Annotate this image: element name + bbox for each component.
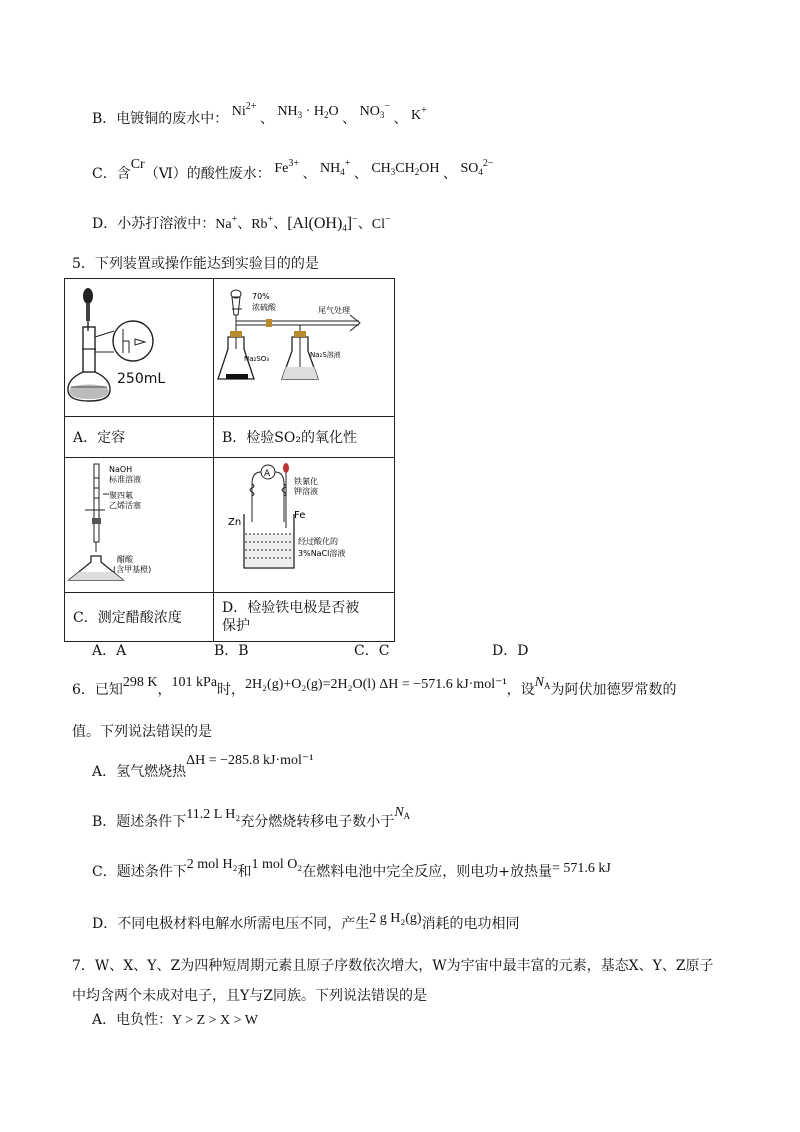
q4-c-ions: $Fe^{3+}$ 、 $NH_4^+$ 、 $CH_3CH_2OH$ 、 $SO_4^{2-}$ bbox=[274, 158, 494, 182]
q4-c-prefix: C．含 bbox=[92, 166, 131, 182]
q4-d-prefix: D．小苏打溶液中： bbox=[92, 216, 216, 232]
acidified-label: 经过酸化的 bbox=[298, 537, 338, 546]
q5-cell-b-caption: B．检验SO₂的氧化性 bbox=[214, 417, 395, 458]
q6-pressure: 101 kPa bbox=[171, 675, 218, 690]
q6-d-text2: 消耗的电功相同 bbox=[421, 916, 520, 932]
q5-d-caption-line2: 保护 bbox=[222, 618, 250, 634]
q4-c-mid: （Ⅵ）的酸性废水： bbox=[144, 166, 271, 182]
q5-choice-d[interactable]: D．D bbox=[492, 643, 529, 659]
titration-diagram bbox=[65, 458, 213, 588]
q7-a-math: Y > Z > X > W bbox=[172, 1013, 259, 1028]
volume-label: 250mL bbox=[117, 371, 166, 387]
acetic-acid-label: 醋酸 bbox=[117, 555, 133, 564]
q6-c-text1: C．题述条件下 bbox=[92, 864, 187, 880]
sodium-sulfide-label: Na₂S溶液 bbox=[310, 351, 341, 359]
q5-cell-c-image bbox=[65, 458, 214, 593]
q6-stem-line1: 6．已知298 K，101 kPa时，2H₂(g)+O₂(g)=2H₂O(l) ΔH = −571.6 kJ·mol⁻¹，设$N_A$为阿伏加德罗常数的 bbox=[72, 675, 677, 698]
q6-c-math3: = 571.6 kJ bbox=[552, 861, 611, 876]
q6-temperature: 298 K bbox=[122, 675, 158, 690]
nacl-solution-label: 3%NaCl溶液 bbox=[298, 549, 346, 558]
q4-option-b bbox=[92, 101, 427, 133]
q6-option-c bbox=[92, 857, 611, 883]
q6-option-a bbox=[92, 753, 314, 783]
q5-options-table bbox=[64, 278, 395, 642]
q4-d-ions: Na+、Rb+、$[Al(OH)_4]^-$、Cl− bbox=[215, 214, 391, 233]
q5-choice-c[interactable]: C．C bbox=[354, 643, 390, 659]
q4-option-d bbox=[92, 210, 391, 238]
q7-option-a bbox=[92, 1010, 258, 1031]
q6-stem-tail: 为阿伏加德罗常数的 bbox=[550, 682, 677, 698]
acid-name-label: 浓硫酸 bbox=[252, 303, 276, 312]
q5-d-caption-line1: D．检验铁电极是否被 bbox=[222, 600, 360, 616]
q6-option-d bbox=[92, 911, 520, 935]
q5-choice-a[interactable]: A．A bbox=[92, 643, 127, 659]
q5-cell-b-image bbox=[214, 279, 395, 417]
naoh-label: NaOH bbox=[109, 465, 133, 474]
q6-na-symbol: N bbox=[534, 675, 545, 690]
q4-b-ions: $Ni^{2+}$ 、 $NH_3 \cdot H_2O$ 、 $NO_3^-$ 、 K+ bbox=[231, 101, 427, 127]
q6-b-text1: B．题述条件下 bbox=[92, 814, 187, 830]
q6-a-text: A．氢气燃烧热 bbox=[92, 764, 187, 780]
so2-apparatus-diagram bbox=[214, 279, 394, 412]
indicator-label: (含甲基橙) bbox=[113, 565, 152, 574]
q5-cell-d-caption bbox=[214, 593, 395, 642]
q7-stem-line1: 7．W、X、Y、Z为四种短周期元素且原子序数依次增大，W为宇宙中最丰富的元素，基态X、Y、Z原子 bbox=[72, 958, 714, 974]
q7-stem-line2: 中均含两个未成对电子，且Y与Z同族。下列说法错误的是 bbox=[72, 988, 427, 1004]
q6-c-text2: 在燃料电池中完全反应，则电功+放热量 bbox=[302, 864, 553, 880]
q5-cell-a-caption: A．定容 bbox=[65, 417, 214, 458]
q5-cell-d-image bbox=[214, 458, 395, 593]
electrode-protection-diagram bbox=[214, 458, 394, 588]
q5-stem: 5．下列装置或操作能达到实验目的的是 bbox=[72, 256, 319, 272]
stopcock-label: 乙烯活塞 bbox=[109, 501, 141, 510]
potassium-solution-label: 钾溶液 bbox=[294, 487, 318, 496]
q6-d-math: 2 g H₂(g) bbox=[369, 911, 422, 926]
acid-concentration-label: 70% bbox=[252, 292, 270, 301]
zinc-label: Zn bbox=[228, 517, 242, 528]
q6-c-math2: 1 mol O₂ bbox=[251, 857, 303, 872]
q6-na-sub: A bbox=[544, 681, 551, 691]
q6-b-na: N bbox=[394, 805, 404, 820]
q6-a-math: ΔH = −285.8 kJ·mol⁻¹ bbox=[186, 753, 314, 768]
sodium-sulfite-label: Na₂SO₃ bbox=[244, 355, 270, 363]
q5-cell-a-image bbox=[65, 279, 214, 417]
ptfe-label: 聚四氟 bbox=[109, 491, 133, 500]
standard-solution-label: 标准溶液 bbox=[109, 475, 141, 484]
q6-equation: 2H₂(g)+O₂(g)=2H₂O(l) ΔH = −571.6 kJ·mol⁻¹ bbox=[245, 677, 507, 692]
q6-option-b bbox=[92, 805, 411, 836]
q6-c-and: 和 bbox=[237, 864, 252, 880]
q6-c-math1: 2 mol H₂ bbox=[186, 857, 238, 872]
q4-b-prefix: B．电镀铜的废水中： bbox=[92, 111, 229, 127]
volumetric-flask-diagram bbox=[65, 279, 213, 412]
exhaust-label: 尾气处理 bbox=[318, 306, 350, 315]
ammeter-icon: A bbox=[264, 469, 271, 479]
q5-choice-b[interactable]: B．B bbox=[214, 643, 249, 659]
q6-set: ，设 bbox=[506, 682, 535, 698]
q6-d-text1: D．不同电极材料电解水所需电压不同，产生 bbox=[92, 916, 370, 932]
q6-b-na-sub: A bbox=[403, 811, 411, 821]
q6-when: 时， bbox=[217, 682, 246, 698]
q6-b-math: 11.2 L H₂ bbox=[186, 807, 241, 822]
q6-stem-line2: 值。下列说法错误的是 bbox=[72, 724, 212, 740]
ferricyanide-label: 铁氰化 bbox=[294, 477, 318, 486]
iron-label: Fe bbox=[294, 510, 306, 521]
q4-option-c bbox=[92, 157, 494, 188]
q5-cell-c-caption: C．测定醋酸浓度 bbox=[65, 593, 214, 642]
q4-c-cr: Cr bbox=[130, 157, 145, 172]
q7-a-text: A．电负性： bbox=[92, 1012, 173, 1028]
q6-stem-prefix: 6．已知 bbox=[72, 682, 123, 698]
q6-b-text2: 充分燃烧转移电子数小于 bbox=[240, 814, 395, 830]
